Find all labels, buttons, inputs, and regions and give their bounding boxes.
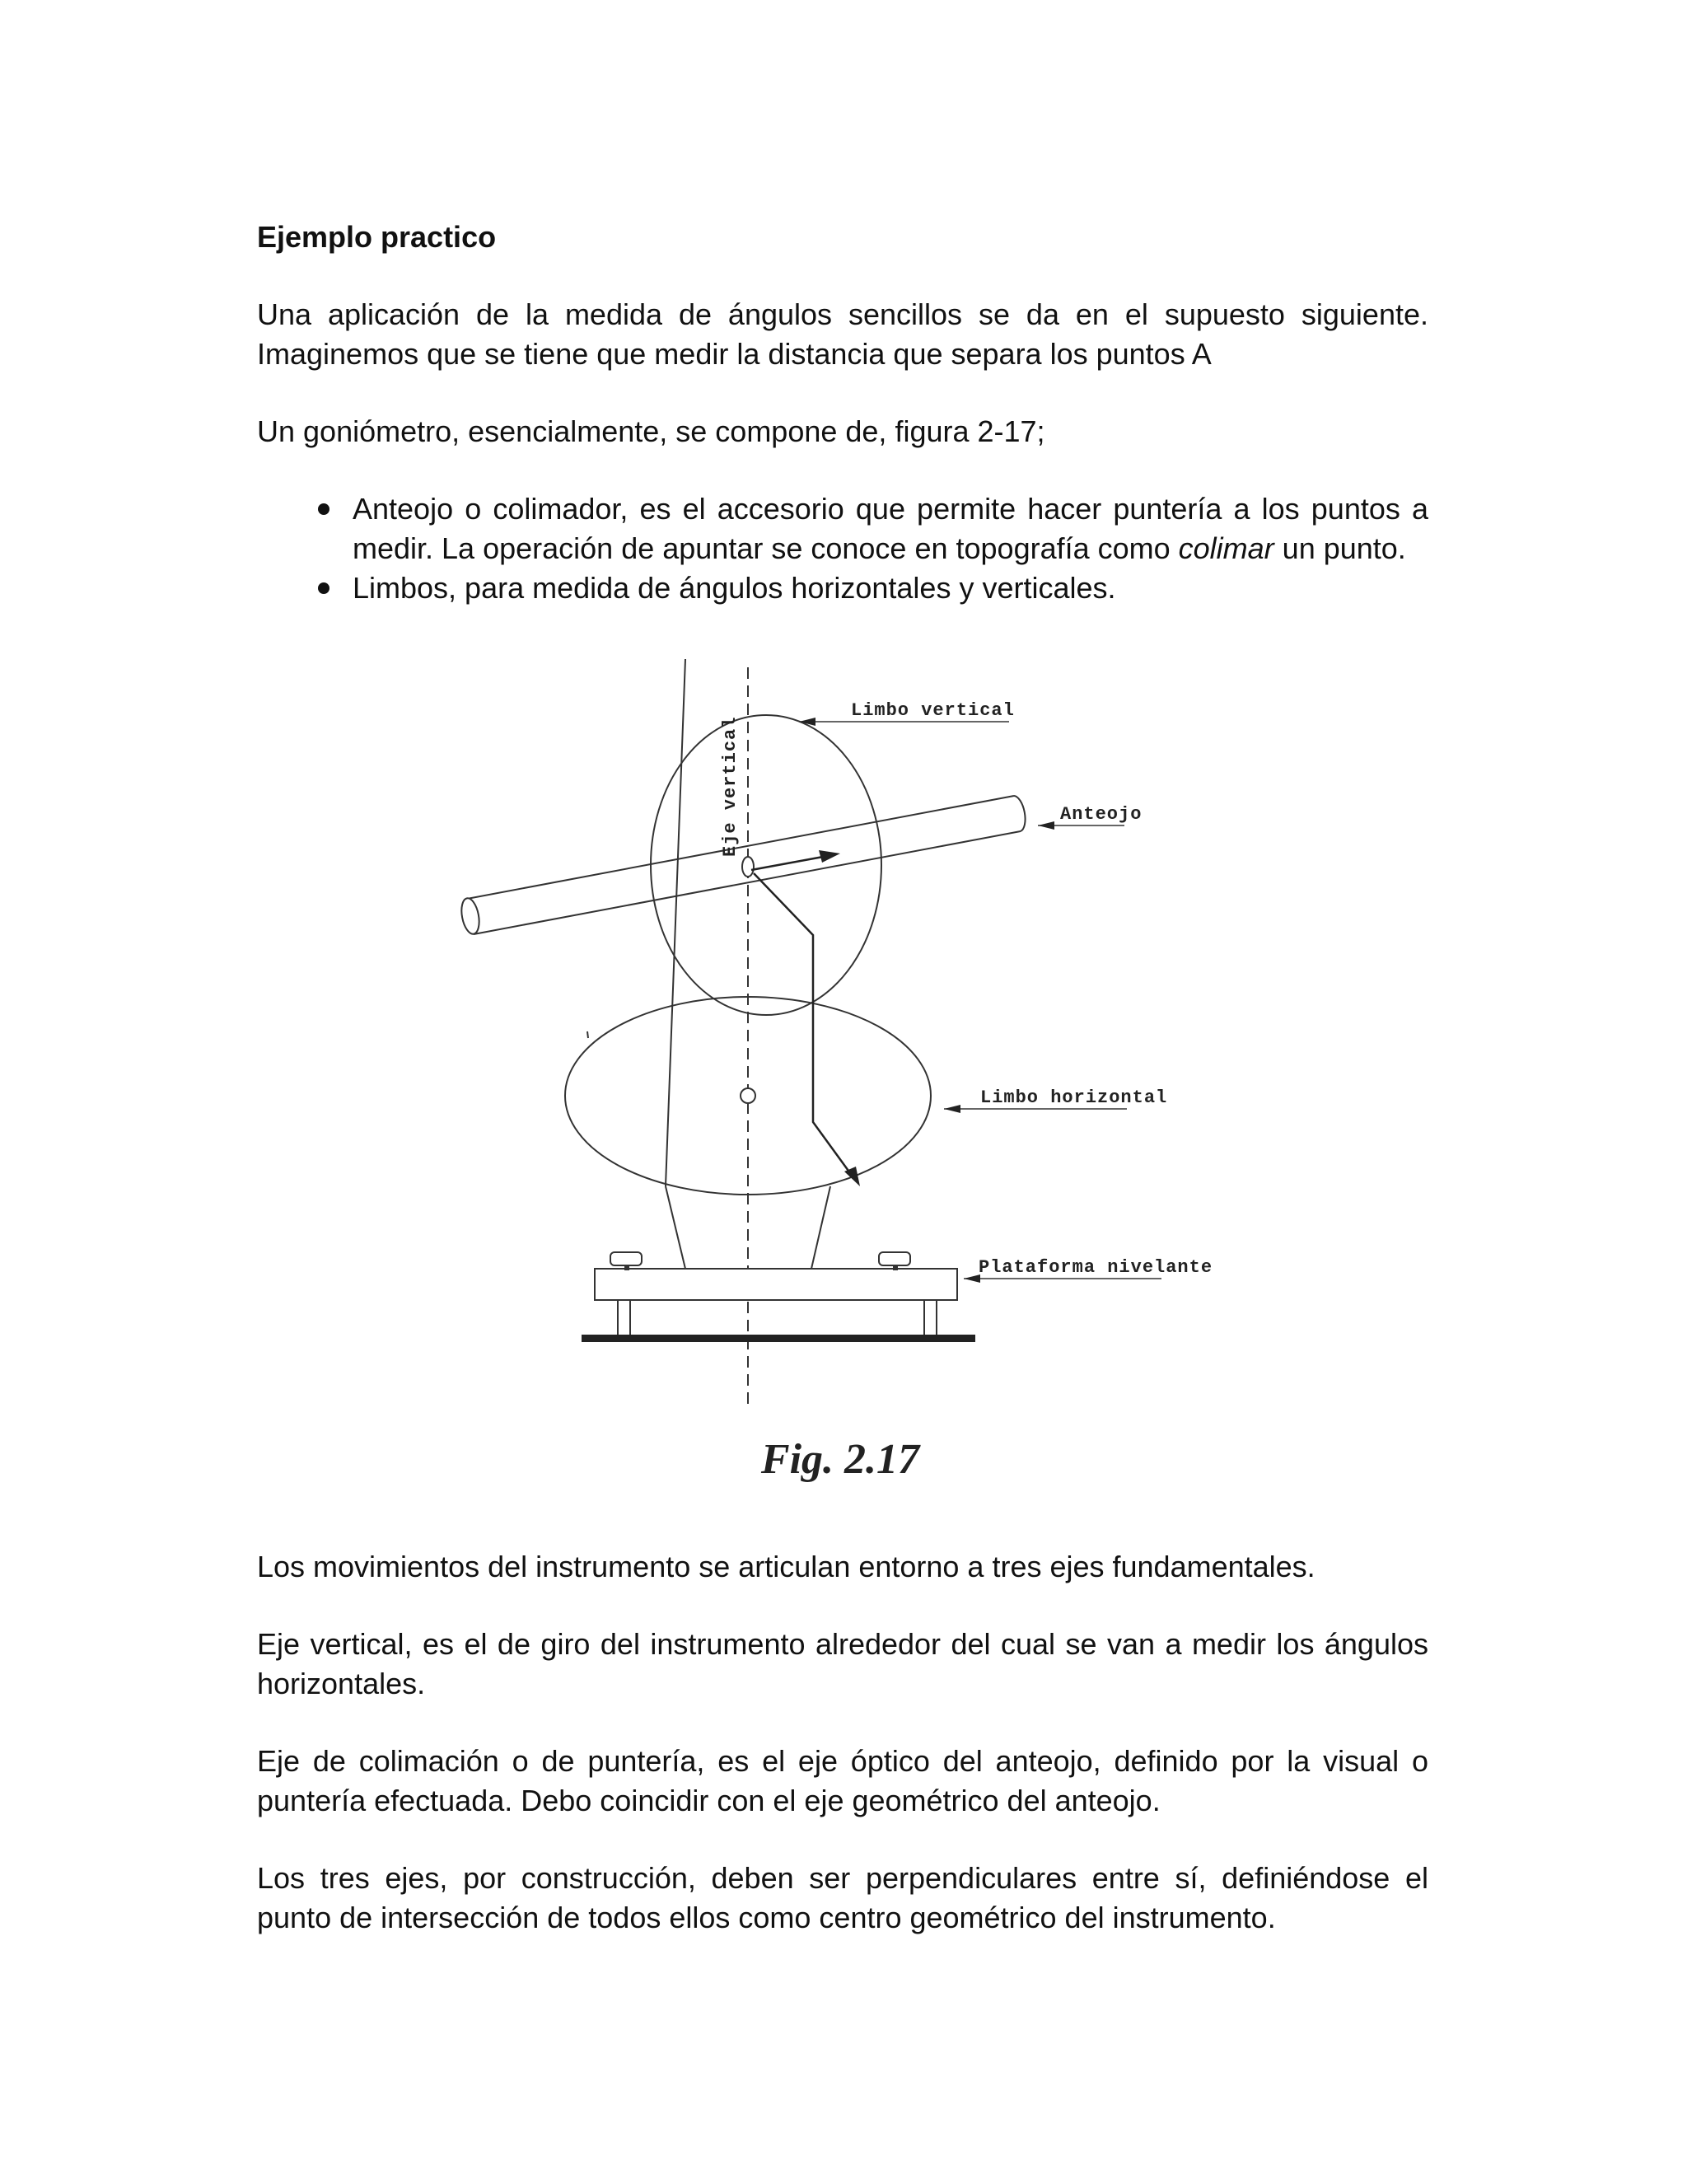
figure-goniometer — [428, 659, 1252, 1516]
paragraph-tres-ejes: Los tres ejes, por construcción, deben ser perpendiculares entre sí, definiéndose el punto de intersección de todos ellos como centro geométrico del instrumento. — [257, 1861, 1428, 1934]
telescope-pivot — [742, 857, 754, 877]
support-left-line — [666, 1186, 685, 1269]
figure-caption: Fig. 2.17 — [760, 1436, 920, 1483]
leveling-platform-shape — [582, 1252, 975, 1342]
label-limbo-vertical — [799, 700, 1015, 726]
horizontal-limb-center — [741, 1088, 755, 1103]
anteojo-text: Anteojo — [1060, 804, 1143, 825]
line-of-sight-arrow — [751, 855, 832, 870]
bullet-dot-icon — [318, 503, 329, 515]
eje-vertical-text: Eje vertical — [720, 716, 741, 857]
bullet-text — [353, 489, 1428, 568]
lead-block — [257, 412, 1428, 451]
horizontal-axis-pointer — [754, 873, 853, 1176]
paragraph-block-1 — [257, 1547, 1428, 1587]
limbo-horizontal-text: Limbo horizontal — [980, 1087, 1168, 1108]
plataforma-text: Plataforma nivelante — [979, 1257, 1213, 1278]
support-right-line — [811, 1186, 830, 1269]
vertical-limb-shape — [651, 715, 881, 1015]
tick-mark — [587, 1031, 588, 1038]
label-anteojo — [1038, 804, 1142, 830]
bullet-text-start: Anteojo o colimador, es el accesorio que permite hacer puntería a los puntos a medir. La operación de apuntar se conoce en topografía como — [353, 492, 1428, 565]
label-plataforma — [964, 1257, 1213, 1283]
bullet-text: Limbos, para medida de ángulos horizontales y verticales. — [353, 571, 1116, 605]
paragraph-block-2 — [257, 1625, 1428, 1704]
paragraph-block-4 — [257, 1859, 1428, 1938]
bullet-list — [257, 489, 1428, 608]
lead-paragraph: Un goniómetro, esencialmente, se compone de, figura 2-17; — [257, 414, 1045, 448]
line-of-sight-arrowhead — [819, 850, 840, 863]
bullet-text-end: un punto. — [1273, 531, 1406, 565]
bullet-item-anteojo — [257, 489, 1428, 568]
bullet-item-limbos — [257, 568, 1428, 608]
bullet-dot-icon — [318, 582, 329, 594]
paragraph-eje-vertical: Eje vertical, es el de giro del instrumento alrededor del cual se van a medir los ángulos horizontales. — [257, 1627, 1428, 1700]
limbo-vertical-text: Limbo vertical — [851, 700, 1015, 721]
paragraph-block-3 — [257, 1742, 1428, 1821]
label-limbo-horizontal — [944, 1087, 1167, 1113]
bullet-italic-term: colimar — [1178, 531, 1274, 565]
intro-block — [257, 295, 1428, 374]
heading-block — [257, 217, 1428, 257]
paragraph-eje-colimacion: Eje de colimación o de puntería, es el eje óptico del anteojo, definido por la visual o puntería efectuada. Debo coincidir con el eje geométrico del anteojo. — [257, 1744, 1428, 1817]
goniometer-diagram — [428, 659, 1252, 1417]
section-heading: Ejemplo practico — [257, 220, 497, 254]
paragraph-movimientos: Los movimientos del instrumento se articulan entorno a tres ejes fundamentales. — [257, 1550, 1315, 1583]
intro-paragraph: Una aplicación de la medida de ángulos sencillos se da en el supuesto siguiente. Imaginemos que se tiene que medir la distancia que separa los puntos A — [257, 297, 1428, 371]
